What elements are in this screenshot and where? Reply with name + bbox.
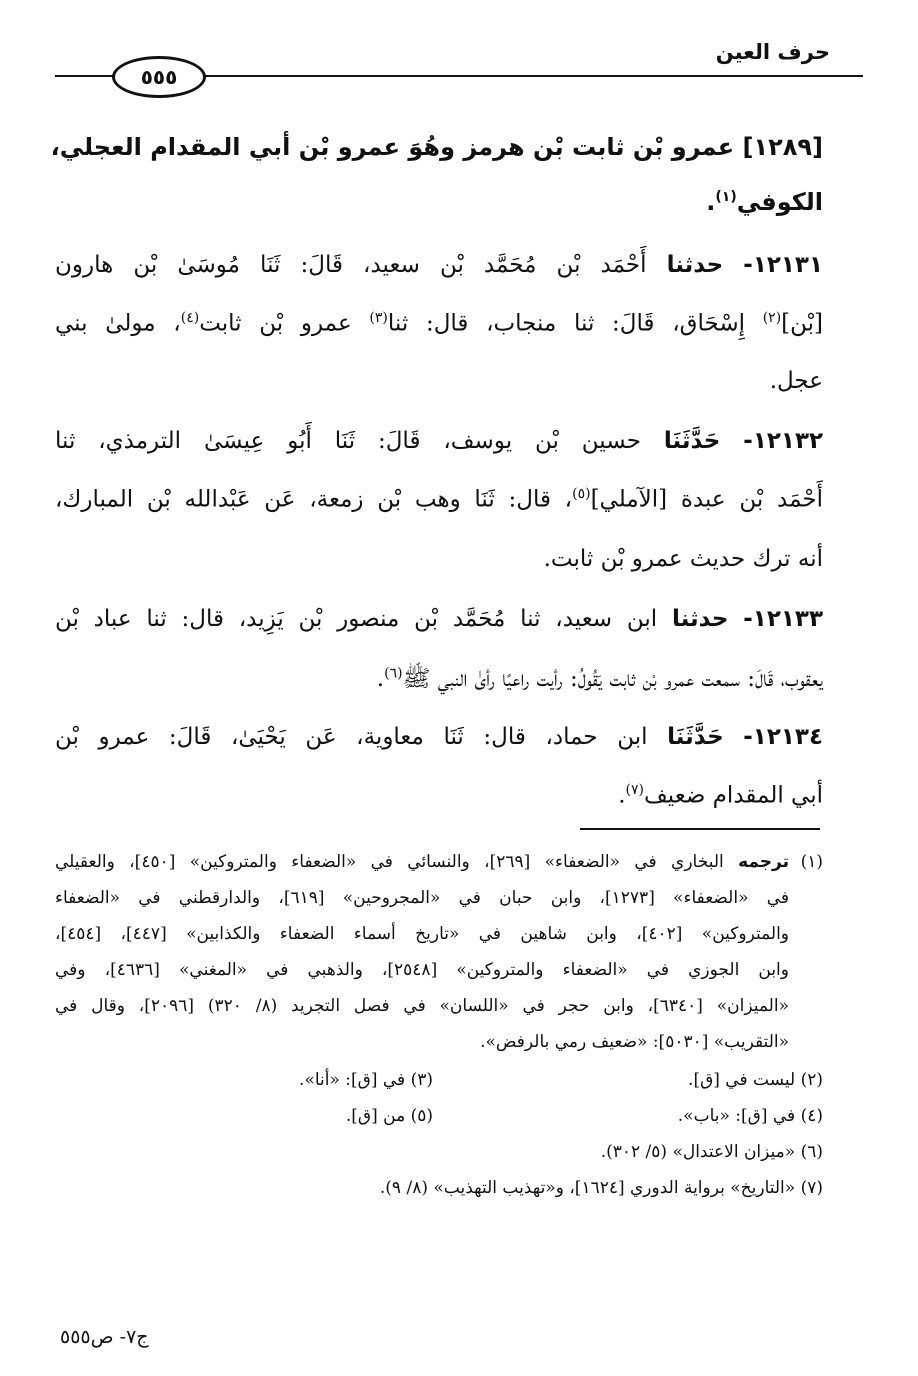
footnote-number: (١) xyxy=(800,852,824,872)
footnote-separator xyxy=(580,828,820,830)
footnote-text: البخاري في «الضعفاء» [٢٦٩]، والنسائي في «الضعفاء والمتروكين» [٤٥٠]، والعقيلي xyxy=(55,852,724,872)
entry-heading-line-2 xyxy=(706,188,823,216)
hadith-keyword: حدثنا xyxy=(666,252,724,278)
entry-heading-end: . xyxy=(706,188,716,216)
footnote-1-line-6: «التقريب» [٥٠٣٠]: «ضعيف رمي بالرفض». xyxy=(480,1032,789,1052)
hadith-number: ١٢١٣٣- xyxy=(743,606,823,632)
footnote-1-line-3: والمتروكين» [٤٠٢]، وابن شاهين في «تاريخ أسماء الضعفاء والكذابين» [٤٤٧]، [٤٥٤]، xyxy=(55,924,790,944)
hadith-keyword: حدثنا xyxy=(671,606,729,632)
hadith-text: يعقوب، قَالَ: سمعت عمرو بْن ثابت يَقُولُ: رأيت راعيًا رأىٰ النبي ﷺ xyxy=(402,666,823,692)
hadith-text: عمرو بْن ثابت xyxy=(199,310,352,337)
footnote-ref: (٧) xyxy=(625,782,644,798)
hadith-text: أَحْمَد بْن عبدة [الآملي] xyxy=(590,486,823,513)
hadith-text: . xyxy=(376,666,385,692)
hadith-keyword: حَدَّثَنَا xyxy=(667,724,724,750)
footnote-keyword: ترجمه xyxy=(738,852,790,872)
hadith-text: ، مولىٰ بني xyxy=(55,310,181,337)
footnote-ref: (١) xyxy=(715,189,737,205)
hadith-text: أبي المقدام ضعيف xyxy=(644,782,823,809)
hadith-keyword: حَدَّثَنَا xyxy=(663,428,721,454)
hadith-text: أَحْمَد بْن مُحَمَّد بْن سعيد، قَالَ: ثَنَا مُوسَىٰ بْن هارون xyxy=(55,252,647,278)
entry-heading-line-1: [١٢٨٩] عمرو بْن ثابت بْن هرمز وهُوَ عمرو بْن أبي المقدام العجلي، xyxy=(50,133,823,161)
footnote-7: (٧) «التاريخ» برواية الدوري [١٦٢٤]، و«تهذيب التهذيب» (٨/ ٩). xyxy=(379,1178,823,1198)
page-reference: ج٧- ص٥٥٥ xyxy=(60,1326,149,1348)
page-number: ٥٥٥ xyxy=(112,56,206,98)
hadith-number: ١٢١٣٤- xyxy=(743,724,823,750)
chapter-title: حرف العين xyxy=(715,40,830,64)
footnote-ref: (٤) xyxy=(180,310,200,326)
footnote-ref: (٦) xyxy=(384,665,403,682)
hadith-text: ، قال: ثَنَا وهب بْن زمعة، عَن عَبْدالله بْن المبارك، xyxy=(55,486,573,513)
footnote-1-line-4: وابن الجوزي في «الضعفاء والمتروكين» [٢٥٤٨]، والذهبي في «المغني» [٤٦٣٦]، وفي xyxy=(55,960,789,980)
footnote-6: (٦) «ميزان الاعتدال» (٥/ ٣٠٢). xyxy=(600,1142,823,1162)
hadith-number: ١٢١٣٢- xyxy=(743,428,824,454)
hadith-12131-line-1 xyxy=(55,252,823,278)
hadith-12134-line-1 xyxy=(55,724,823,750)
footnote-3: (٣) في [ق]: «أنا». xyxy=(299,1070,433,1090)
footnote-ref: (٥) xyxy=(572,486,591,502)
hadith-12131-line-2 xyxy=(55,310,823,337)
footnote-5: (٥) من [ق]. xyxy=(345,1106,433,1126)
hadith-12134-line-2 xyxy=(618,782,823,809)
footnote-4: (٤) في [ق]: «باب». xyxy=(677,1106,823,1126)
footnote-1-line-1 xyxy=(55,852,823,872)
hadith-12132-line-2 xyxy=(55,486,823,513)
footnote-2: (٢) ليست في [ق]. xyxy=(688,1070,823,1090)
entry-heading-text: الكوفي xyxy=(736,188,823,216)
footnote-ref: (٢) xyxy=(762,310,782,326)
hadith-text: [بْن] xyxy=(781,310,824,337)
hadith-text: ابن سعيد، ثنا مُحَمَّد بْن منصور بْن يَزِيد، قال: ثنا عباد بْن xyxy=(55,606,658,632)
footnote-ref: (٣) xyxy=(369,310,388,326)
hadith-text: . xyxy=(618,782,626,809)
hadith-text: حسين بْن يوسف، قَالَ: ثَنَا أَبُو عِيسَىٰ الترمذي، ثنا xyxy=(55,428,641,454)
hadith-text: إِسْحَاق، قَالَ: ثنا منجاب، قال: ثنا xyxy=(387,310,745,337)
hadith-12132-line-3: أنه ترك حديث عمرو بْن ثابت. xyxy=(543,546,823,572)
footnote-1-line-5: «الميزان» [٦٣٤٠]، وابن حجر في «اللسان» في فصل التجريد (٨/ ٣٢٠) [٢٠٩٦]، وقال في xyxy=(55,996,789,1016)
footnote-1-line-2: في «الضعفاء» [١٢٧٣]، وابن حبان في «المجروحين» [٦١٩]، والدارقطني في «الضعفاء xyxy=(55,888,789,908)
hadith-12132-line-1 xyxy=(55,428,823,454)
hadith-12131-line-3: عجل. xyxy=(769,368,823,394)
hadith-number: ١٢١٣١- xyxy=(743,252,824,278)
hadith-text: ابن حماد، قال: ثَنَا معاوية، عَن يَحْيَىٰ، قَالَ: عمرو بْن xyxy=(55,724,648,750)
hadith-12133-line-1 xyxy=(55,606,823,632)
hadith-12133-line-2 xyxy=(377,664,823,698)
